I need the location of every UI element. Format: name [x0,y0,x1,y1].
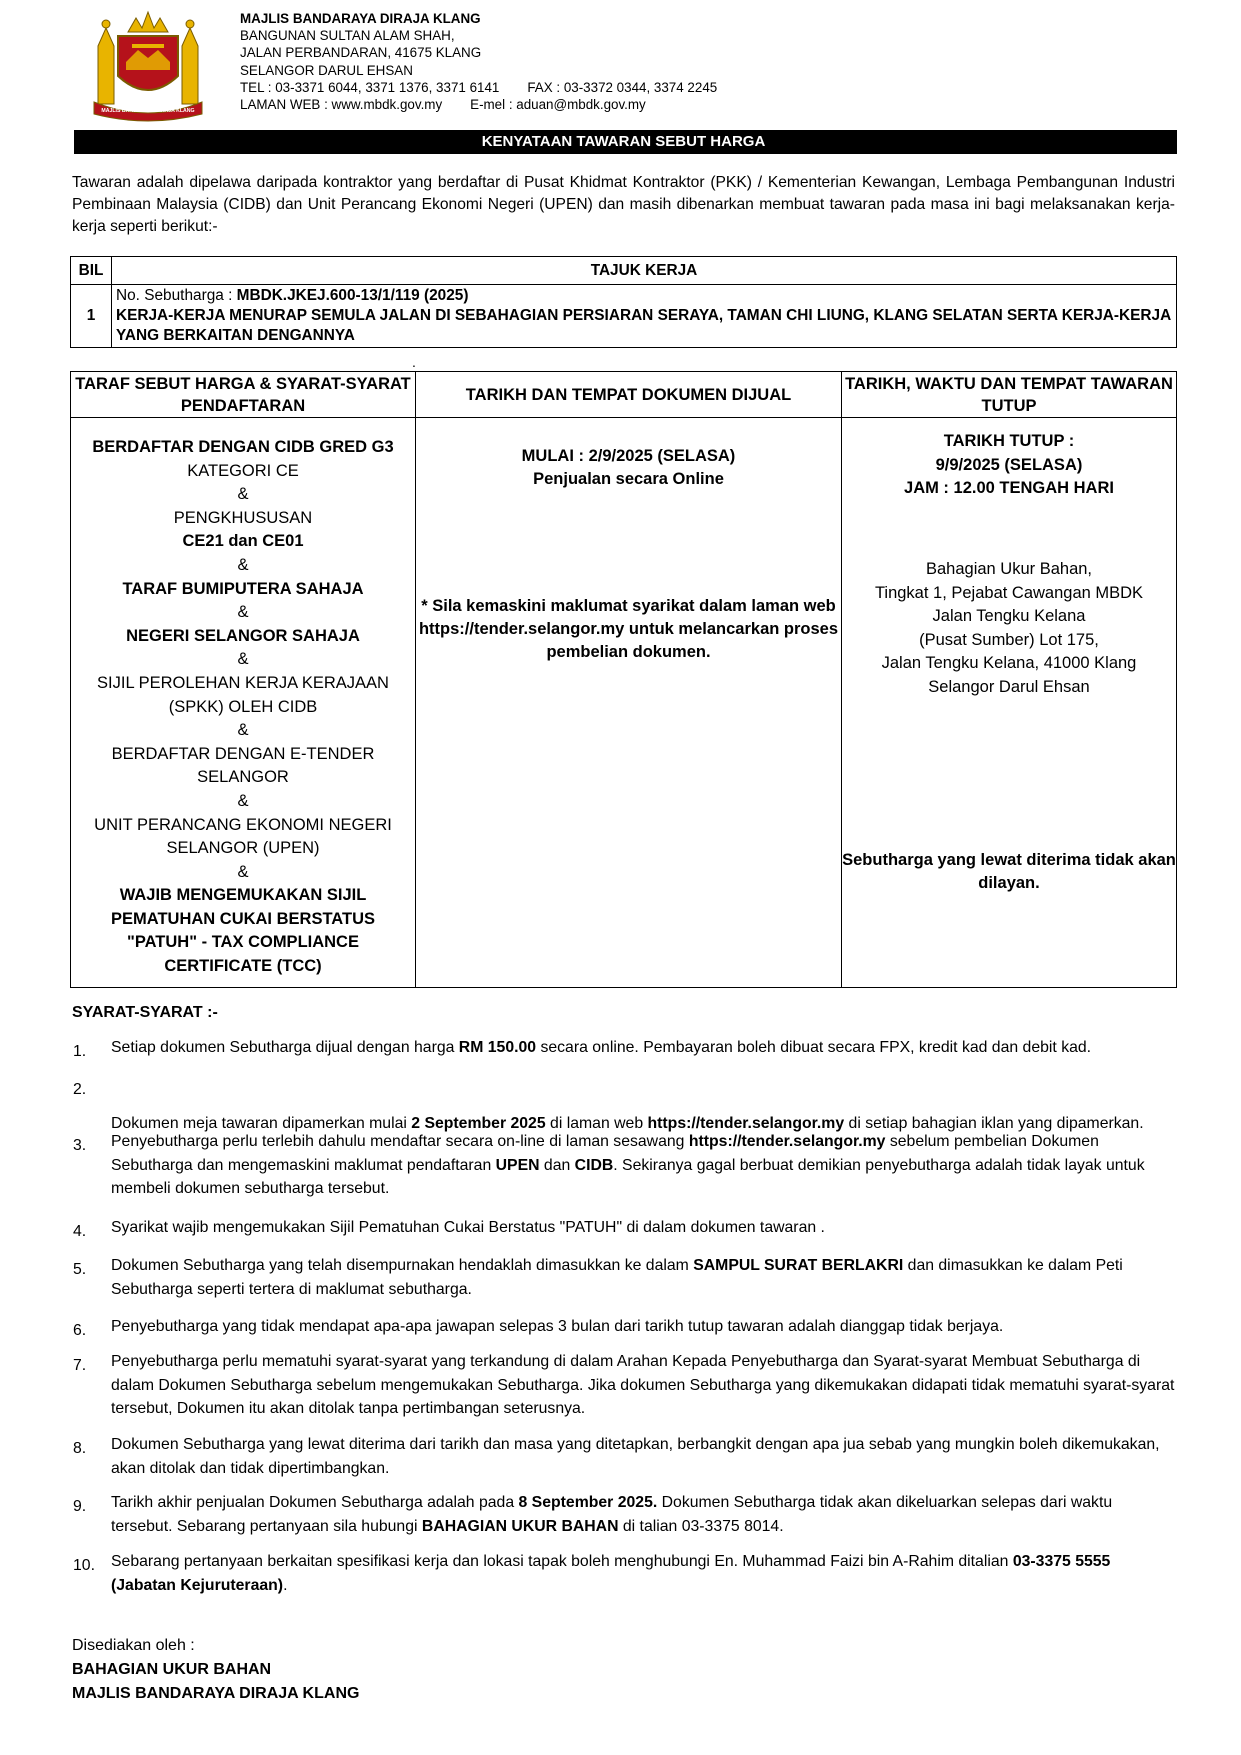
condition-segment: Penyebutharga perlu terlebih dahulu mendaftar secara on-line di laman sesawang [111,1133,689,1150]
condition-segment: di setiap bahagian iklan yang dipamerkan. [844,1115,1144,1132]
document-sale-info [416,418,842,988]
condition-segment: sebelum pembelian Dokumen Sebutharga dan mengemaskini maklumat pendaftaran [111,1133,1099,1174]
ampersand-separator: & [237,721,249,740]
ampersand-separator: & [237,650,249,669]
tel-numbers: TEL : 03-3371 6044, 3371 1376, 3371 6141 [240,79,500,95]
condition-segment: Syarikat wajib mengemukakan Sijil Pematuhan Cukai Berstatus "PATUH" di dalam dokumen tawaran . [111,1219,825,1236]
prepared-dept: BAHAGIAN UKUR BAHAN [72,1661,272,1678]
condition-number: 5. [73,1261,87,1278]
sale-header: TARIKH DAN TEMPAT DOKUMEN DIJUAL [416,372,842,418]
requirement-line: "PATUH" - TAX COMPLIANCE [127,933,359,952]
condition-emphasis: 8 September 2025. [518,1494,658,1511]
closing-place-line: Selangor Darul Ehsan [928,677,1090,696]
condition-emphasis: BAHAGIAN UKUR BAHAN [421,1517,619,1535]
ampersand-separator: & [237,555,249,574]
condition-emphasis: 2 September 2025 [411,1115,546,1132]
condition-emphasis: https://tender.selangor.my [688,1133,886,1150]
contact-web-email [240,96,717,113]
ampersand-separator: & [237,791,249,810]
requirement-line: BERDAFTAR DENGAN CIDB GRED G3 [92,438,394,456]
sale-note: * Sila kemaskini maklumat syarikat dalam laman web https://tender.selangor.my untuk melancarkan proses pembelian dokumen. [416,595,841,664]
fax-numbers: FAX : 03-3372 0344, 3374 2245 [527,79,718,95]
sale-start-date: MULAI : 2/9/2025 (SELASA) [521,447,736,465]
job-description [112,285,1177,348]
ampersand-separator: & [237,485,249,504]
condition-text [111,1350,1177,1421]
requirement-line: SELANGOR [197,768,289,787]
condition-segment: secara online. Pembayaran boleh dibuat secara FPX, kredit kad dan debit kad. [536,1039,1092,1056]
letterhead [88,6,1148,124]
condition-text [111,1036,1177,1060]
address-line-2: JALAN PERBANDARAN, 41675 KLANG [240,45,482,61]
closing-header: TARIKH, WAKTU DAN TEMPAT TAWARAN TUTUP [842,372,1177,418]
condition-segment: Penyebutharga perlu mematuhi syarat-syarat yang terkandung di dalam Arahan Kepada Penyebutharga dan Syarat-syarat Membuat Sebutharga di dalam Dokumen Sebutharga sebelum mengemukakan Sebutharga. Jika dokumen Sebutharga yang dikemukakan didapati tidak mematuhi syarat-syarat tersebut, Dokumen itu akan ditolak tanpa pertimbangan seterusnya. [111,1353,1175,1417]
ampersand-separator: & [237,603,249,622]
notice-title: KENYATAAN TAWARAN SEBUT HARGA [481,133,766,150]
condition-segment: Dokumen Sebutharga yang lewat diterima dari tarikh dan masa yang ditetapkan, berbangkit dengan apa jua sebab yang mungkin boleh dikemukakan, akan ditolak dan tidak dipertimbangkan. [111,1436,1160,1477]
condition-text [111,1216,1177,1240]
condition-emphasis: UPEN [495,1156,540,1174]
late-notice: Sebutharga yang lewat diterima tidak akan dilayan. [842,851,1176,892]
prepared-org: MAJLIS BANDARAYA DIRAJA KLANG [72,1685,360,1702]
requirement-line: CE21 dan CE01 [182,532,304,551]
condition-emphasis: https://tender.selangor.my [647,1115,845,1132]
closing-place-line: Bahagian Ukur Bahan, [925,560,1093,578]
website[interactable]: LAMAN WEB : www.mbdk.gov.my [240,97,443,113]
condition-segment: Tarikh akhir penjualan Dokumen Sebutharga adalah pada [111,1494,519,1511]
notice-title-banner [70,130,1177,154]
condition-number: 2. [73,1081,87,1098]
address-line-3: SELANGOR DARUL EHSAN [240,62,413,78]
condition-text [111,1315,1177,1339]
condition-emphasis: CIDB [574,1156,614,1174]
condition-number: 8. [73,1440,87,1457]
stray-dot: . [412,354,416,370]
prepared-by: Disediakan oleh : BAHAGIAN UKUR BAHAN MAJLIS BANDARAYA DIRAJA KLANG [72,1634,359,1706]
closing-time: JAM : 12.00 TENGAH HARI [904,479,1114,497]
condition-number: 6. [73,1322,87,1339]
requirement-line: (SPKK) OLEH CIDB [168,697,318,716]
condition-text [111,1254,1177,1301]
condition-segment: dan dimasukkan ke dalam Peti Sebutharga seperti tertera di maklumat sebutharga. [111,1257,1123,1298]
svg-text:MAJLIS BANDARAYA DIRAJA KLANG: MAJLIS BANDARAYA DIRAJA KLANG [101,108,195,114]
requirement-line: WAJIB MENGEMUKAKAN SIJIL [119,886,367,905]
job-title-table [70,256,1177,348]
requirement-line: SELANGOR (UPEN) [166,839,320,858]
requirement-line: PENGKHUSUSAN [173,508,313,527]
condition-text [111,1491,1177,1538]
reference-line: No. Sebutharga : MBDK.JKEJ.600-13/1/119 (2025) [116,287,469,304]
closing-place-line: Jalan Tengku Kelana, 41000 Klang [881,654,1137,673]
closing-date-time: TARIKH TUTUP : 9/9/2025 (SELASA) JAM : 12.00 TENGAH HARI [842,430,1176,501]
tender-portal-link[interactable]: https://tender.selangor.my untuk melancarkan proses [418,620,839,638]
closing-date: 9/9/2025 (SELASA) [935,455,1083,474]
condition-number: 3. [73,1137,87,1154]
condition-segment: dan [539,1156,575,1174]
requirement-line: BERDAFTAR DENGAN E-TENDER [111,744,375,763]
condition-number: 1. [73,1043,87,1060]
intro-paragraph: Tawaran adalah dipelawa daripada kontraktor yang berdaftar di Pusat Khidmat Kontraktor (PKK) / Kementerian Kewangan, Lembaga Pembangunan Industri Pembinaan Malaysia (CIDB) dan Unit Perancang Ekonomi Negeri (UPEN) dan masih dibenarkan membuat tawaran pada masa ini bagi melaksanakan kerja-kerja seperti berikut:- [72,174,1175,235]
condition-segment: Dokumen meja tawaran dipamerkan mulai [111,1115,412,1132]
col-bil-header: BIL [71,257,112,285]
email[interactable]: E-mel : aduan@mbdk.gov.my [470,97,646,113]
condition-text [111,1550,1177,1597]
condition-emphasis: RM 150.00 [458,1039,537,1056]
condition-emphasis: SAMPUL SURAT BERLAKRI [693,1257,904,1274]
requirement-line: PEMATUHAN CUKAI BERSTATUS [111,909,375,928]
condition-segment: Setiap dokumen Sebutharga dijual dengan harga [111,1039,459,1056]
condition-segment: Sebarang pertanyaan berkaitan spesifikasi kerja dan lokasi tapak boleh menghubungi En. Muhammad Faizi bin A-Rahim ditalian [111,1553,1013,1570]
condition-text [111,1130,1177,1201]
condition-segment: Dokumen Sebutharga tidak akan dikeluarkan selepas dari waktu tersebut. Sebarang pertanyaan sila hubungi [111,1494,1113,1535]
condition-segment: di laman web [545,1115,648,1132]
sale-online: Penjualan secara Online [533,470,724,488]
condition-segment: . [283,1576,288,1594]
requirement-line: TARAF BUMIPUTERA SAHAJA [122,579,364,598]
condition-segment: Dokumen Sebutharga yang telah disempurnakan hendaklah dimasukkan ke dalam [111,1257,694,1274]
conditions-title: SYARAT-SYARAT :- [72,1004,218,1021]
org-name: MAJLIS BANDARAYA DIRAJA KLANG [240,11,481,26]
requirement-line: CERTIFICATE (TCC) [164,957,322,976]
col-tajuk-header: TAJUK KERJA [112,257,1177,285]
organization-details [240,10,717,113]
condition-number: 4. [73,1223,87,1240]
requirement-line: NEGERI SELANGOR SAHAJA [126,626,360,645]
closing-info [842,418,1177,988]
ampersand-separator: & [237,862,249,881]
registration-requirements [71,418,416,988]
condition-number: 10. [73,1557,95,1574]
requirement-line: SIJIL PEROLEHAN KERJA KERAJAAN [97,673,389,692]
closing-place-line: (Pusat Sumber) Lot 175, [919,630,1099,649]
registration-header: TARAF SEBUT HARGA & SYARAT-SYARAT PENDAFTARAN [71,372,416,418]
closing-place-line: Jalan Tengku Kelana [932,607,1086,626]
closing-place-line: Tingkat 1, Pejabat Cawangan MBDK [874,583,1144,602]
reference-number: MBDK.JKEJ.600-13/1/119 (2025) [236,287,469,304]
condition-text [111,1433,1177,1480]
requirement-line: KATEGORI CE [187,461,299,480]
job-title: KERJA-KERJA MENURAP SEMULA JALAN DI SEBAHAGIAN PERSIARAN SERAYA, TAMAN CHI LIUNG, KLANG SELATAN SERTA KERJA-KERJA YANG BERKAITAN DENGANNYA [116,307,1171,344]
condition-emphasis: 03-3375 5555 (Jabatan Kejuruteraan) [111,1553,1111,1594]
council-crest-logo [88,6,208,122]
condition-segment: . Sekiranya gagal berbuat demikian penyebutharga adalah tidak layak untuk membeli dokumen sebutharga tersebut. [111,1156,1145,1197]
condition-segment: di talian 03-3375 8014. [618,1517,784,1535]
condition-number: 9. [73,1498,87,1515]
requirement-line: UNIT PERANCANG EKONOMI NEGERI [94,815,392,834]
condition-segment: Penyebutharga yang tidak mendapat apa-apa jawapan selepas 3 bulan dari tarikh tutup tawaran adalah dianggap tidak berjaya. [111,1318,1004,1335]
tender-details-table [70,371,1177,988]
contact-phone-fax [240,79,717,96]
address-line-1: BANGUNAN SULTAN ALAM SHAH, [240,28,455,44]
closing-place [842,558,1176,700]
row-number: 1 [71,285,112,348]
condition-number: 7. [73,1357,87,1374]
